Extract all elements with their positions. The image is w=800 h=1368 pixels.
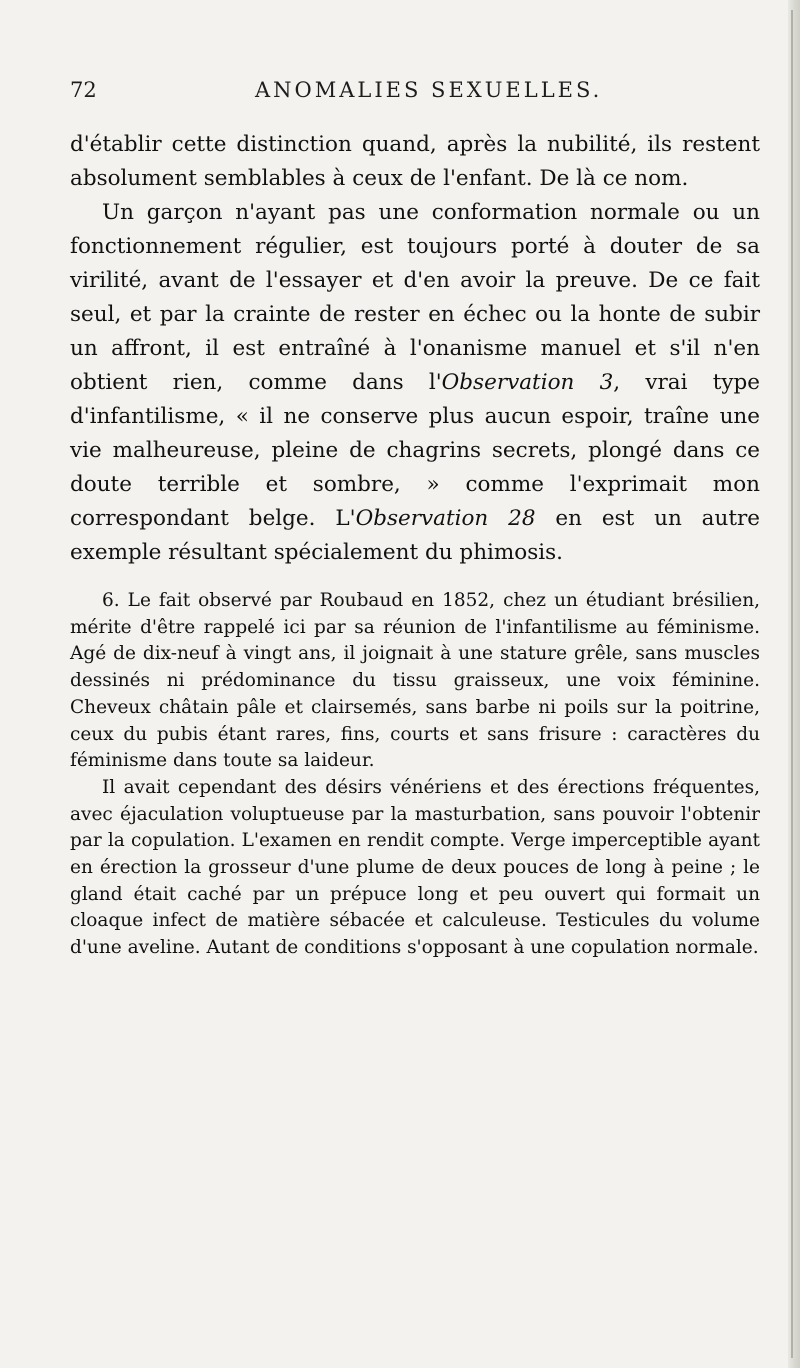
observation-reference-3: Observation 3 (441, 370, 614, 395)
running-title: ANOMALIES SEXUELLES. (255, 78, 603, 102)
case-paragraph-6: 6. Le fait observé par Roubaud en 1852, chez un étudiant brésilien, mérite d'être rappelé ici par sa réunion de l'infantilisme au féminisme. Agé de dix-neuf à vingt ans, il joignait à une stature grêle, sans muscles dessinés ni prédominance du tissu graisseux, une voix féminine. Cheveux châtain pâle et clairsemés, sans barbe ni poils sur la poitrine, ceux du pubis étant rares, fins, courts et sans frisure : caractères du féminisme dans toute sa laideur. (70, 590, 760, 772)
page-number: 72 (70, 78, 97, 102)
paragraph-2-part3: en est un autre exemple résultant spécialement du phimosis. (70, 506, 760, 565)
page-header (70, 78, 760, 106)
paragraph-1: d'établir cette distinction quand, après la nubilité, ils restent absolument semblables à ceux de l'enfant. De là ce nom. (70, 132, 760, 191)
paragraph-2-part1: Un garçon n'ayant pas une conformation normale ou un fonctionnement régulier, est toujours porté à douter de sa virilité, avant de l'essayer et d'en avoir la preuve. De ce fait seul, et par la crainte de rester en échec ou la honte de subir un affront, il est entraîné à l'onanisme manuel et s'il n'en obtient rien, comme dans l' (70, 200, 760, 395)
page-content (70, 128, 760, 962)
page-edge-shadow (788, 0, 800, 1368)
observation-reference-28: Observation 28 (355, 506, 536, 531)
paragraph-2-part2: , vrai type d'infantilisme, « il ne conserve plus aucun espoir, traîne une vie malheureuse, pleine de chagrins secrets, plongé dans ce doute terrible et sombre, » comme l'exprimait mon correspondant belge. L' (70, 370, 760, 531)
case-paragraph-continuation: Il avait cependant des désirs vénériens et des érections fréquentes, avec éjaculation voluptueuse par la masturbation, sans pouvoir l'obtenir par la copulation. L'examen en rendit compte. Verge imperceptible ayant en érection la grosseur d'une plume de deux pouces de long à peine ; le gland était caché par un prépuce long et peu ouvert qui formait un cloaque infect de matière sébacée et calculeuse. Testicules du volume d'une aveline. Autant de conditions s'opposant à une copulation normale. (70, 776, 760, 959)
case-note-block (70, 588, 760, 962)
paragraph-2 (70, 196, 760, 570)
